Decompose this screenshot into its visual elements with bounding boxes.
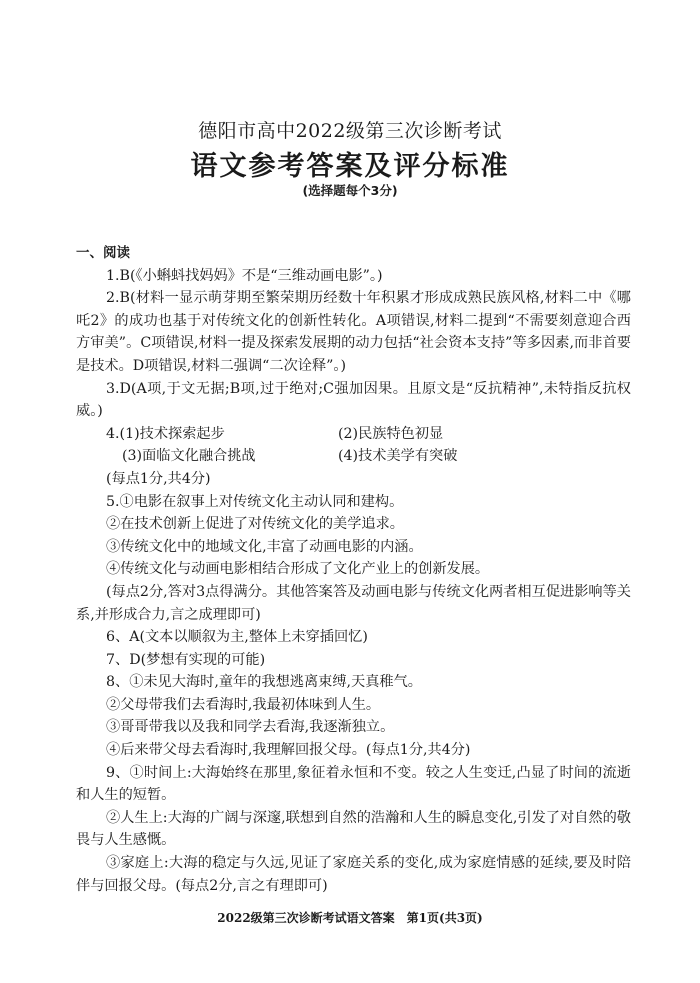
answer-q5-point4: ④传统文化与动画电影相结合形成了文化产业上的创新发展。 bbox=[106, 561, 490, 578]
answer-q9-point2: ②人生上:大海的广阔与深邃,联想到自然的浩瀚和人生的瞬息变化,引发了对自然的敬畏与人生感慨。 bbox=[76, 809, 631, 849]
answer-q2: 2.B(材料一显示萌芽期至繁荣期历经数十年积累才形成成熟民族风格,材料二中《哪吒2》的成功也基于对传统文化的创新性转化。A项错误,材料二提到“不需要刻意迎合西方审美”。C项错误,材料一提及探索发展期的动力包括“社会资本支持”等多因素,而非首要是技术。D项错误,材料二强调“二次诠释”。) bbox=[76, 290, 631, 374]
answer-q3: 3.D(A项,于文无据;B项,过于绝对;C强加因果。且原文是“反抗精神”,未特指反抗权威。) bbox=[76, 380, 631, 420]
page-footer: 2022级第三次诊断考试语文答案 第1页(共3页) bbox=[217, 911, 483, 925]
section-heading: 一、阅读 bbox=[76, 245, 130, 261]
answer-q6: 6、A(文本以顺叙为主,整体上未穿插回忆) bbox=[106, 629, 368, 646]
answer-q4-point1: 4.(1)技术探索起步 bbox=[106, 425, 225, 442]
answer-q4-row1 bbox=[76, 423, 631, 446]
answer-q1: 1.B(《小蝌蚪找妈妈》不是“三维动画电影”。) bbox=[106, 267, 383, 284]
answer-q9-point3: ③家庭上:大海的稳定与久远,见证了家庭关系的变化,成为家庭情感的延续,要及时陪伴与回报父母。(每点2分,言之有理即可) bbox=[76, 855, 631, 894]
document-title: 语文参考答案及评分标准 bbox=[190, 151, 510, 182]
answer-q5-point2: ②在技术创新上促进了对传统文化的美学追求。 bbox=[106, 516, 404, 533]
exam-title: 德阳市高中2022级第三次诊断考试 bbox=[198, 120, 502, 142]
answer-q9-point1: 9、①时间上:大海始终在那里,象征着永恒和不变。较之人生变迁,凸显了时间的流逝和人生的短暂。 bbox=[76, 764, 631, 804]
answer-q4-point4: (4)技术美学有突破 bbox=[338, 448, 458, 465]
answer-q5-point1: 5.①电影在叙事上对传统文化主动认同和建构。 bbox=[106, 493, 404, 510]
answer-q4-point2: (2)民族特色初显 bbox=[338, 425, 444, 442]
answer-q7: 7、D(梦想有实现的可能) bbox=[106, 651, 266, 668]
scoring-note: (选择题每个3分) bbox=[302, 183, 398, 198]
answer-q4-score: (每点1分,共4分) bbox=[106, 470, 211, 487]
answer-q4-row2 bbox=[76, 445, 631, 468]
answer-q4-point3: (3)面临文化融合挑战 bbox=[122, 448, 256, 465]
answer-q8-point4: ④后来带父母去看海时,我理解回报父母。(每点1分,共4分) bbox=[106, 742, 471, 759]
answer-body bbox=[76, 242, 631, 897]
answer-q8-point2: ②父母带我们去看海时,我最初体味到人生。 bbox=[106, 696, 381, 713]
answer-q5-score: (每点2分,答对3点得满分。其他答案答及动画电影与传统文化两者相互促进影响等关系,并形成合力,言之成理即可) bbox=[76, 583, 631, 623]
answer-q5-point3: ③传统文化中的地域文化,丰富了动画电影的内涵。 bbox=[106, 538, 423, 555]
answer-q8-point3: ③哥哥带我以及我和同学去看海,我逐渐独立。 bbox=[106, 719, 395, 736]
answer-q8-point1: 8、①未见大海时,童年的我想逃离束缚,天真稚气。 bbox=[106, 674, 422, 691]
